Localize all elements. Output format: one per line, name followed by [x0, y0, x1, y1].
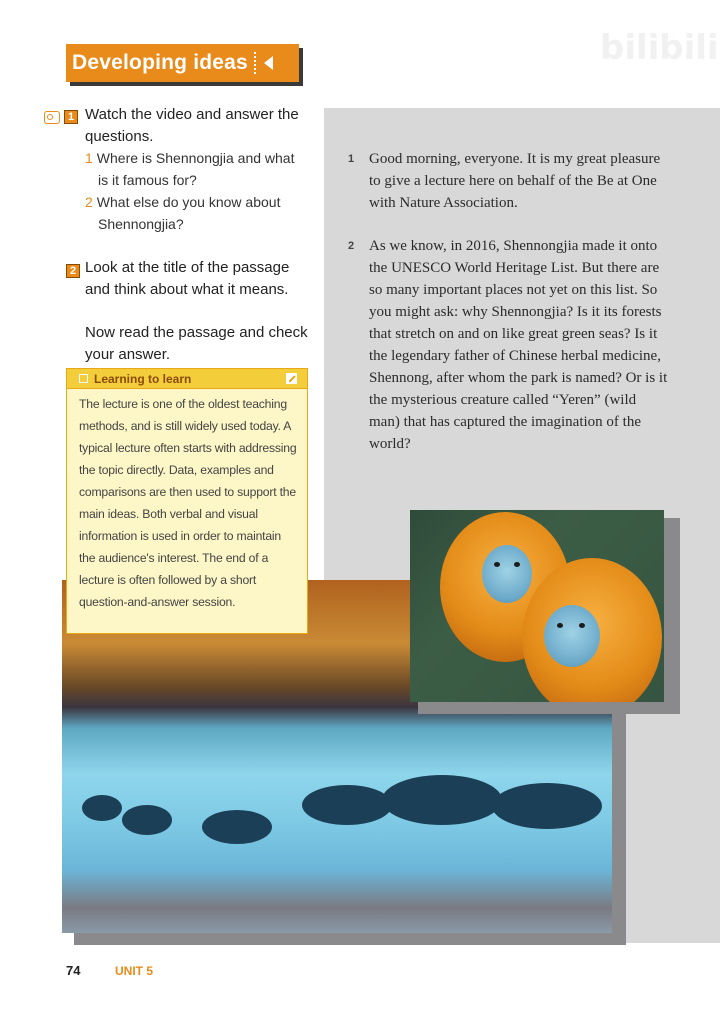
monkey-face — [482, 545, 532, 603]
header-divider — [254, 52, 256, 74]
tree-shape — [202, 810, 272, 844]
question-2 — [85, 191, 310, 235]
monkey-eye — [557, 623, 563, 628]
question-text: Where is Shennongjia and what — [96, 150, 295, 166]
task-1-icons — [44, 110, 78, 124]
monkey-face — [544, 605, 600, 667]
tree-line — [62, 765, 612, 855]
tree-shape — [82, 795, 122, 821]
task-2-instruction: Look at the title of the passage and think about what it means. — [85, 259, 290, 298]
question-text-cont: Shennongjia? — [98, 216, 184, 232]
task-number-badge: 2 — [66, 264, 80, 278]
golden-monkeys-photo — [410, 510, 664, 702]
question-1 — [85, 147, 310, 191]
watermark-logo: bilibili — [600, 28, 719, 68]
paragraph-number: 1 — [348, 153, 355, 165]
section-header — [66, 44, 299, 82]
question-text-cont: is it famous for? — [98, 172, 197, 188]
tree-shape — [492, 783, 602, 829]
paragraph-number: 2 — [348, 240, 355, 252]
pencil-icon — [286, 373, 297, 384]
passage-paragraph-2 — [348, 235, 668, 455]
video-icon — [44, 111, 60, 124]
learning-box-title: Learning to learn — [94, 371, 192, 386]
paragraph-text: Good morning, everyone. It is my great pleasure to give a lecture here on behalf of the Be at One with Nature Association. — [369, 151, 661, 211]
tree-shape — [382, 775, 502, 825]
unit-label: UNIT 5 — [115, 964, 154, 978]
monkey-eye — [514, 562, 520, 567]
monkey-eye — [494, 562, 500, 567]
task-2-instruction-2: Now read the passage and check your answer. — [85, 324, 308, 363]
page-number: 74 — [66, 963, 81, 978]
task-1-instruction: Watch the video and answer the questions. — [85, 106, 299, 145]
tree-shape — [302, 785, 392, 825]
monkey-eye — [579, 623, 585, 628]
learning-box-body: The lecture is one of the oldest teaching methods, and is still widely used today. A typical lecture often starts with addressing the topic directly. Data, examples and comparisons are then used to support the main ideas. Both verbal and visual information is used in order to maintain the audience's interest. The end of a lecture is often followed by a short question-and-answer session. — [79, 397, 297, 609]
question-text: What else do you know about — [96, 194, 281, 210]
arrow-left-icon — [264, 56, 273, 70]
learning-box-header — [67, 369, 307, 389]
task-number-badge: 1 — [64, 110, 78, 124]
tree-shape — [122, 805, 172, 835]
passage-paragraph-1 — [348, 148, 668, 214]
question-number: 1 — [85, 150, 93, 166]
paragraph-text: As we know, in 2016, Shennongjia made it onto the UNESCO World Heritage List. But there are so many important places not yet on this list. So you might ask: why Shennongjia? Is it its forests that stretch on and on like great green seas? Is it the legendary father of Chinese herbal medicine, Shennong, after whom the park is named? Or is it the mysterious creature called “Yeren” (wild man) that has captured the imagination of the world? — [369, 238, 668, 452]
question-number: 2 — [85, 194, 93, 210]
checkbox-icon — [79, 374, 88, 383]
section-title: Developing ideas — [72, 51, 248, 74]
learning-to-learn-box — [66, 368, 308, 634]
